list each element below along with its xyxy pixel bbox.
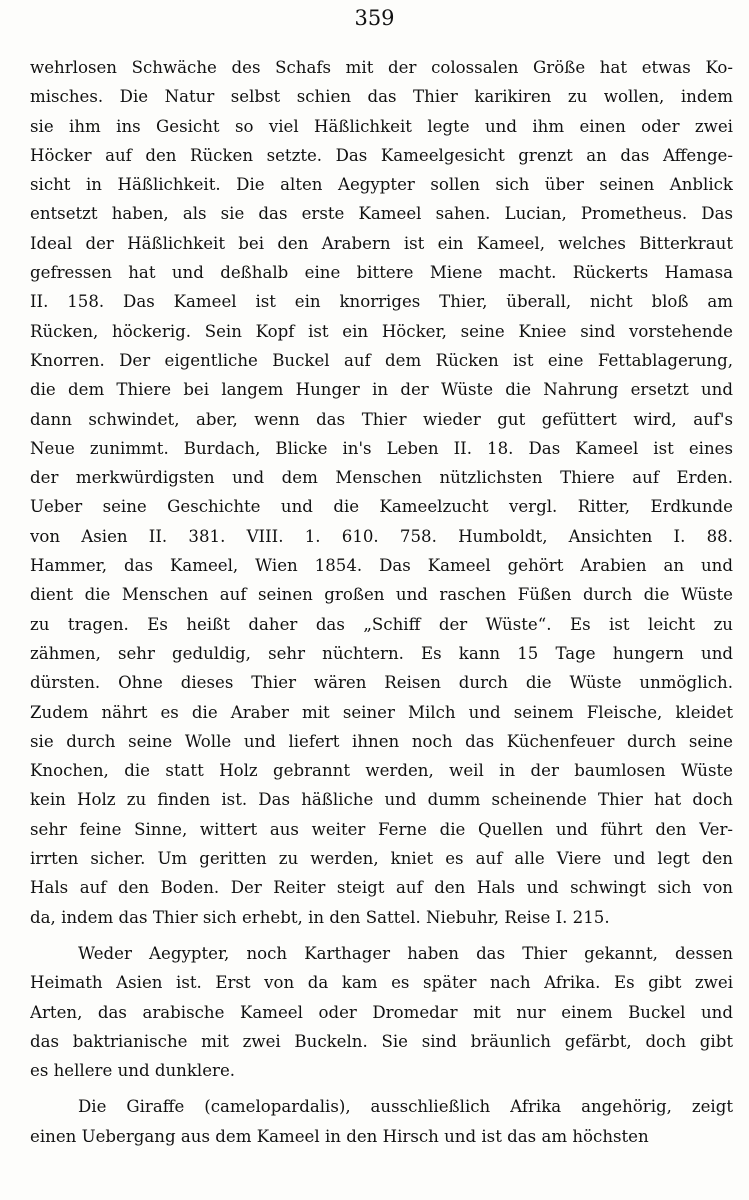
text-line: Hals auf den Boden. Der Reiter steigt auf den Hals und schwingt sich von (30, 878, 733, 898)
text-line: Knochen, die statt Holz gebrannt werden, weil in der baumlosen Wüste (30, 761, 733, 781)
text-line: wehrlosen Schwäche des Schafs mit der colossalen Größe hat etwas Ko- (30, 58, 733, 77)
text-line: sehr feine Sinne, wittert aus weiter Ferne die Quellen und führt den Ver- (30, 819, 733, 839)
text-line: Ideal der Häßlichkeit bei den Arabern ist ein Kameel, welches Bitterkraut (30, 233, 733, 253)
text-line: II. 158. Das Kameel ist ein knorriges Thier, überall, nicht bloß am (30, 292, 733, 312)
text-line: Hammer, das Kameel, Wien 1854. Das Kameel gehört Arabien an und (30, 556, 733, 576)
text-line: Neue zunimmt. Burdach, Blicke in's Leben II. 18. Das Kameel ist eines (30, 438, 733, 458)
paragraph (30, 939, 733, 1085)
text-line: Arten, das arabische Kameel oder Dromedar mit nur einem Buckel und (30, 1002, 733, 1022)
text-line: sicht in Häßlichkeit. Die alten Aegypter sollen sich über seinen Anblick (30, 175, 733, 195)
text-line: dürsten. Ohne dieses Thier wären Reisen durch die Wüste unmöglich. (30, 673, 733, 693)
text-line: dann schwindet, aber, wenn das Thier wieder gut gefüttert wird, auf's (30, 409, 733, 429)
text-line: Ueber seine Geschichte und die Kameelzucht vergl. Ritter, Erdkunde (30, 497, 733, 517)
text-line: zu tragen. Es heißt daher das „Schiff der Wüste“. Es ist leicht zu (30, 614, 733, 634)
paragraph-gap (30, 1085, 733, 1092)
text-line: entsetzt haben, als sie das erste Kameel sahen. Lucian, Prometheus. Das (30, 204, 733, 224)
text-line: Zudem nährt es die Araber mit seiner Milch und seinem Fleische, kleidet (30, 702, 733, 722)
text-line: zähmen, sehr geduldig, sehr nüchtern. Es kann 15 Tage hungern und (30, 643, 733, 663)
page-number: 359 (354, 6, 395, 30)
text-line: da, indem das Thier sich erhebt, in den Sattel. Niebuhr, Reise I. 215. (30, 907, 610, 927)
text-line: Heimath Asien ist. Erst von da kam es später nach Afrika. Es gibt zwei (30, 973, 733, 993)
text-line: Die Giraffe (camelopardalis), ausschließlich Afrika angehörig, zeigt (78, 1097, 733, 1117)
text-line: die dem Thiere bei langem Hunger in der Wüste die Nahrung ersetzt und (30, 380, 733, 400)
paragraph (30, 53, 733, 932)
text-line: der merkwürdigsten und dem Menschen nützlichsten Thiere auf Erden. (30, 468, 733, 488)
text-line: sie durch seine Wolle und liefert ihnen noch das Küchenfeuer durch seine (30, 731, 733, 751)
text-line: misches. Die Natur selbst schien das Thier karikiren zu wollen, indem (30, 87, 733, 107)
text-line: irrten sicher. Um geritten zu werden, kniet es auf alle Viere und legt den (30, 849, 733, 869)
text-line: kein Holz zu finden ist. Das häßliche und dumm scheinende Thier hat doch (30, 790, 733, 810)
text-line: Höcker auf den Rücken setzte. Das Kameelgesicht grenzt an das Affenge- (30, 145, 733, 165)
text-line: dient die Menschen auf seinen großen und raschen Füßen durch die Wüste (30, 585, 733, 605)
text-line: von Asien II. 381. VIII. 1. 610. 758. Humboldt, Ansichten I. 88. (30, 526, 733, 546)
text-line: Rücken, höckerig. Sein Kopf ist ein Höcker, seine Kniee sind vorstehende (30, 321, 733, 341)
text-line: Weder Aegypter, noch Karthager haben das Thier gekannt, dessen (78, 943, 733, 963)
text-line: gefressen hat und deßhalb eine bittere Miene macht. Rückerts Hamasa (30, 263, 733, 283)
paragraph-gap (30, 932, 733, 939)
text-line: Knorren. Der eigentliche Buckel auf dem Rücken ist eine Fettablagerung, (30, 350, 733, 370)
paragraph (30, 1092, 733, 1151)
text-line: einen Uebergang aus dem Kameel in den Hirsch und ist das am höchsten (30, 1126, 649, 1146)
body-text (30, 53, 733, 1151)
text-line: das baktrianische mit zwei Buckeln. Sie sind bräunlich gefärbt, doch gibt (30, 1031, 733, 1051)
text-line: sie ihm ins Gesicht so viel Häßlichkeit legte und ihm einen oder zwei (30, 116, 733, 136)
text-line: es hellere und dunklere. (30, 1061, 236, 1081)
